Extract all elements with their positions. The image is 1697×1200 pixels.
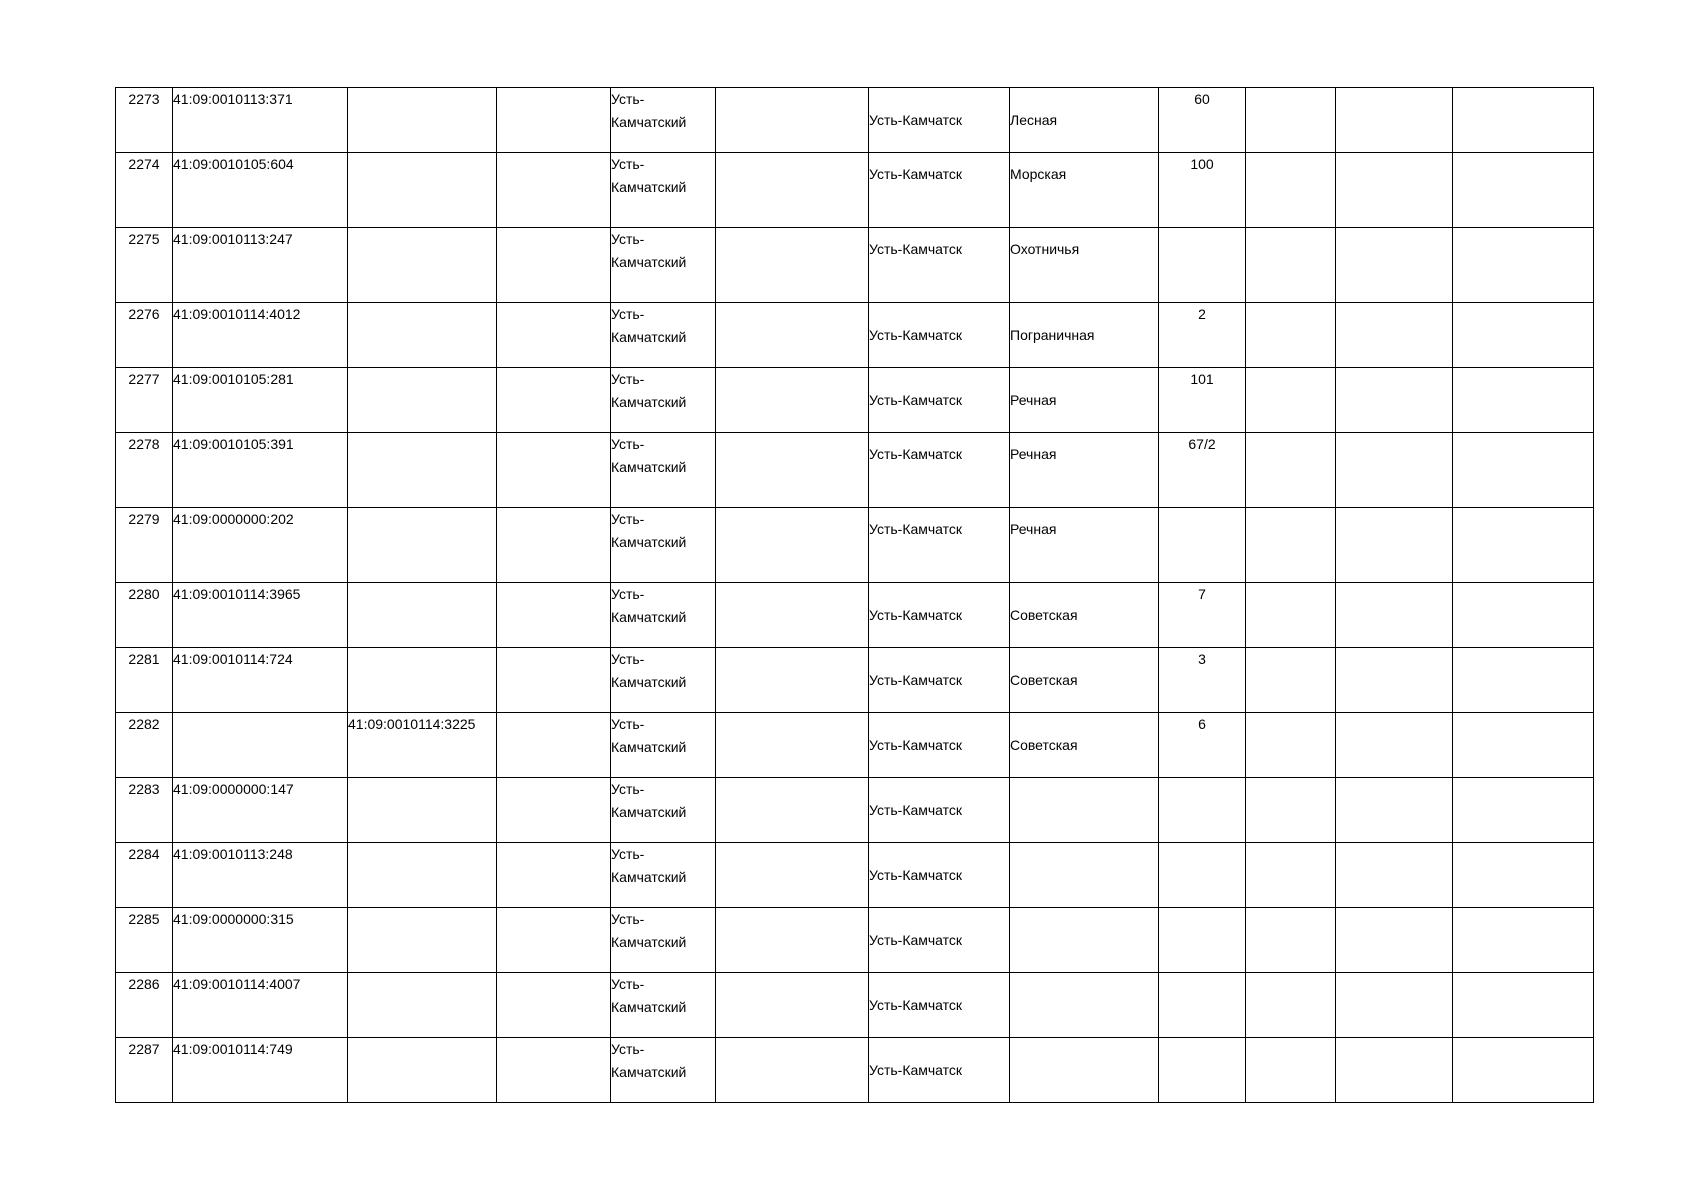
house-number-cell: 101	[1159, 368, 1246, 433]
locality-cell: Усть-Камчатск	[869, 583, 1010, 648]
cadastral-number-alt-cell	[348, 88, 497, 153]
district-line: Усть-	[611, 1041, 645, 1057]
district-line: Усть-	[611, 976, 645, 992]
district-line: Камчатский	[611, 999, 687, 1015]
district-line: Камчатский	[611, 114, 687, 130]
empty-cell	[1453, 648, 1594, 713]
house-number-cell: 2	[1159, 303, 1246, 368]
house-number-cell	[1159, 973, 1246, 1038]
district-line: Усть-	[611, 781, 645, 797]
row-number-cell: 2276	[116, 303, 173, 368]
district-cell	[611, 583, 716, 648]
empty-cell	[1336, 648, 1453, 713]
locality-cell: Усть-Камчатск	[869, 778, 1010, 843]
empty-cell	[1336, 713, 1453, 778]
district-cell	[611, 973, 716, 1038]
cadastral-number-alt-cell	[348, 508, 497, 583]
cadastral-number-alt-cell	[348, 843, 497, 908]
empty-cell	[716, 648, 869, 713]
row-number-cell: 2273	[116, 88, 173, 153]
empty-cell	[1453, 88, 1594, 153]
cadastral-number-cell: 41:09:0010114:749	[173, 1038, 348, 1103]
cadastral-number-cell	[173, 713, 348, 778]
cadastral-number-alt-cell	[348, 583, 497, 648]
house-number-cell: 100	[1159, 153, 1246, 228]
empty-cell	[716, 303, 869, 368]
district-line: Усть-	[611, 586, 645, 602]
empty-cell	[1453, 583, 1594, 648]
cadastral-number-alt-cell	[348, 303, 497, 368]
cadastral-number-alt-cell	[348, 648, 497, 713]
empty-cell	[716, 368, 869, 433]
district-line: Усть-	[611, 511, 645, 527]
street-cell	[1010, 908, 1159, 973]
table-row	[116, 153, 1594, 228]
house-number-cell: 6	[1159, 713, 1246, 778]
table-body	[116, 88, 1594, 1103]
table-row	[116, 583, 1594, 648]
empty-cell	[497, 778, 611, 843]
cadastral-number-cell: 41:09:0010105:391	[173, 433, 348, 508]
locality-cell: Усть-Камчатск	[869, 433, 1010, 508]
empty-cell	[497, 368, 611, 433]
empty-cell	[1453, 433, 1594, 508]
empty-cell	[716, 433, 869, 508]
locality-cell: Усть-Камчатск	[869, 908, 1010, 973]
empty-cell	[1246, 713, 1336, 778]
empty-cell	[1246, 778, 1336, 843]
empty-cell	[716, 973, 869, 1038]
district-line: Усть-	[611, 91, 645, 107]
empty-cell	[1336, 973, 1453, 1038]
district-line: Камчатский	[611, 934, 687, 950]
district-line: Камчатский	[611, 739, 687, 755]
district-line: Усть-	[611, 371, 645, 387]
locality-cell: Усть-Камчатск	[869, 508, 1010, 583]
empty-cell	[1336, 583, 1453, 648]
empty-cell	[1336, 1038, 1453, 1103]
locality-cell: Усть-Камчатск	[869, 713, 1010, 778]
district-cell	[611, 433, 716, 508]
district-line: Камчатский	[611, 1064, 687, 1080]
district-line: Камчатский	[611, 609, 687, 625]
district-line: Камчатский	[611, 534, 687, 550]
locality-cell: Усть-Камчатск	[869, 648, 1010, 713]
row-number-cell: 2283	[116, 778, 173, 843]
empty-cell	[497, 433, 611, 508]
district-line: Усть-	[611, 651, 645, 667]
empty-cell	[1246, 88, 1336, 153]
cadastral-number-cell: 41:09:0010113:247	[173, 228, 348, 303]
cadastral-number-alt-cell	[348, 908, 497, 973]
empty-cell	[1453, 713, 1594, 778]
district-cell	[611, 88, 716, 153]
empty-cell	[716, 153, 869, 228]
empty-cell	[1453, 508, 1594, 583]
locality-cell: Усть-Камчатск	[869, 303, 1010, 368]
empty-cell	[1246, 228, 1336, 303]
empty-cell	[1336, 778, 1453, 843]
district-cell	[611, 648, 716, 713]
empty-cell	[716, 88, 869, 153]
street-cell: Морская	[1010, 153, 1159, 228]
table-row	[116, 303, 1594, 368]
empty-cell	[1246, 433, 1336, 508]
district-line: Камчатский	[611, 804, 687, 820]
cadastral-number-alt-cell	[348, 228, 497, 303]
empty-cell	[716, 908, 869, 973]
empty-cell	[716, 583, 869, 648]
table-row	[116, 1038, 1594, 1103]
row-number-cell: 2279	[116, 508, 173, 583]
district-cell	[611, 1038, 716, 1103]
empty-cell	[1336, 88, 1453, 153]
house-number-cell	[1159, 508, 1246, 583]
empty-cell	[1246, 368, 1336, 433]
empty-cell	[1336, 908, 1453, 973]
row-number-cell: 2284	[116, 843, 173, 908]
house-number-cell: 60	[1159, 88, 1246, 153]
locality-cell: Усть-Камчатск	[869, 228, 1010, 303]
district-cell	[611, 713, 716, 778]
cadastral-number-alt-cell: 41:09:0010114:3225	[348, 713, 497, 778]
district-line: Усть-	[611, 231, 645, 247]
row-number-cell: 2275	[116, 228, 173, 303]
table-row	[116, 648, 1594, 713]
cadastral-number-cell: 41:09:0010114:4012	[173, 303, 348, 368]
street-cell: Речная	[1010, 433, 1159, 508]
table-row	[116, 228, 1594, 303]
empty-cell	[1453, 778, 1594, 843]
district-line: Усть-	[611, 306, 645, 322]
table-row	[116, 433, 1594, 508]
house-number-cell	[1159, 908, 1246, 973]
table-row	[116, 843, 1594, 908]
row-number-cell: 2278	[116, 433, 173, 508]
empty-cell	[1453, 843, 1594, 908]
cadastral-number-cell: 41:09:0010114:3965	[173, 583, 348, 648]
house-number-cell	[1159, 778, 1246, 843]
cadastral-number-alt-cell	[348, 433, 497, 508]
cadastral-number-alt-cell	[348, 778, 497, 843]
district-cell	[611, 153, 716, 228]
row-number-cell: 2286	[116, 973, 173, 1038]
empty-cell	[497, 88, 611, 153]
district-cell	[611, 843, 716, 908]
cadastral-number-alt-cell	[348, 368, 497, 433]
empty-cell	[1453, 1038, 1594, 1103]
empty-cell	[497, 973, 611, 1038]
district-line: Камчатский	[611, 674, 687, 690]
row-number-cell: 2277	[116, 368, 173, 433]
cadastral-number-cell: 41:09:0010113:371	[173, 88, 348, 153]
district-line: Усть-	[611, 911, 645, 927]
empty-cell	[1453, 973, 1594, 1038]
row-number-cell: 2281	[116, 648, 173, 713]
empty-cell	[1453, 368, 1594, 433]
cadastral-number-alt-cell	[348, 153, 497, 228]
empty-cell	[497, 1038, 611, 1103]
street-cell: Советская	[1010, 648, 1159, 713]
empty-cell	[1336, 228, 1453, 303]
empty-cell	[1336, 508, 1453, 583]
empty-cell	[1453, 153, 1594, 228]
table-row	[116, 908, 1594, 973]
empty-cell	[497, 508, 611, 583]
locality-cell: Усть-Камчатск	[869, 973, 1010, 1038]
street-cell: Речная	[1010, 508, 1159, 583]
empty-cell	[497, 228, 611, 303]
house-number-cell: 7	[1159, 583, 1246, 648]
empty-cell	[1246, 843, 1336, 908]
street-cell	[1010, 778, 1159, 843]
empty-cell	[1246, 908, 1336, 973]
table-row	[116, 778, 1594, 843]
cadastral-number-cell: 41:09:0010105:281	[173, 368, 348, 433]
district-line: Камчатский	[611, 869, 687, 885]
empty-cell	[1336, 433, 1453, 508]
empty-cell	[497, 908, 611, 973]
cadastral-number-alt-cell	[348, 973, 497, 1038]
cadastral-number-cell: 41:09:0010113:248	[173, 843, 348, 908]
district-cell	[611, 303, 716, 368]
empty-cell	[1336, 303, 1453, 368]
locality-cell: Усть-Камчатск	[869, 88, 1010, 153]
empty-cell	[716, 1038, 869, 1103]
empty-cell	[497, 583, 611, 648]
street-cell: Охотничья	[1010, 228, 1159, 303]
empty-cell	[1246, 648, 1336, 713]
locality-cell: Усть-Камчатск	[869, 1038, 1010, 1103]
cadastral-number-cell: 41:09:0010114:4007	[173, 973, 348, 1038]
district-line: Камчатский	[611, 394, 687, 410]
empty-cell	[1246, 508, 1336, 583]
table-row	[116, 713, 1594, 778]
empty-cell	[1246, 1038, 1336, 1103]
street-cell	[1010, 1038, 1159, 1103]
district-cell	[611, 508, 716, 583]
empty-cell	[497, 843, 611, 908]
empty-cell	[1336, 368, 1453, 433]
locality-cell: Усть-Камчатск	[869, 843, 1010, 908]
street-cell: Советская	[1010, 583, 1159, 648]
house-number-cell: 3	[1159, 648, 1246, 713]
street-cell: Лесная	[1010, 88, 1159, 153]
district-line: Камчатский	[611, 459, 687, 475]
district-line: Усть-	[611, 716, 645, 732]
table-row	[116, 88, 1594, 153]
street-cell	[1010, 973, 1159, 1038]
empty-cell	[1336, 843, 1453, 908]
empty-cell	[1336, 153, 1453, 228]
street-cell: Пограничная	[1010, 303, 1159, 368]
table-row	[116, 973, 1594, 1038]
empty-cell	[716, 713, 869, 778]
district-cell	[611, 228, 716, 303]
district-cell	[611, 908, 716, 973]
locality-cell: Усть-Камчатск	[869, 153, 1010, 228]
house-number-cell: 67/2	[1159, 433, 1246, 508]
cadastral-number-alt-cell	[348, 1038, 497, 1103]
district-line: Усть-	[611, 156, 645, 172]
empty-cell	[1453, 303, 1594, 368]
empty-cell	[1453, 228, 1594, 303]
empty-cell	[716, 228, 869, 303]
empty-cell	[716, 778, 869, 843]
locality-cell: Усть-Камчатск	[869, 368, 1010, 433]
cadastral-number-cell: 41:09:0000000:202	[173, 508, 348, 583]
empty-cell	[1246, 303, 1336, 368]
house-number-cell	[1159, 228, 1246, 303]
house-number-cell	[1159, 1038, 1246, 1103]
empty-cell	[1246, 583, 1336, 648]
empty-cell	[497, 153, 611, 228]
empty-cell	[1246, 973, 1336, 1038]
district-line: Камчатский	[611, 254, 687, 270]
street-cell: Речная	[1010, 368, 1159, 433]
registry-table	[115, 87, 1594, 1103]
row-number-cell: 2285	[116, 908, 173, 973]
empty-cell	[497, 303, 611, 368]
district-cell	[611, 778, 716, 843]
empty-cell	[716, 508, 869, 583]
table-row	[116, 508, 1594, 583]
district-cell	[611, 368, 716, 433]
empty-cell	[1453, 908, 1594, 973]
empty-cell	[497, 648, 611, 713]
cadastral-number-cell: 41:09:0010114:724	[173, 648, 348, 713]
row-number-cell: 2280	[116, 583, 173, 648]
empty-cell	[1246, 153, 1336, 228]
cadastral-number-cell: 41:09:0010105:604	[173, 153, 348, 228]
row-number-cell: 2282	[116, 713, 173, 778]
empty-cell	[716, 843, 869, 908]
district-line: Усть-	[611, 436, 645, 452]
row-number-cell: 2287	[116, 1038, 173, 1103]
district-line: Усть-	[611, 846, 645, 862]
row-number-cell: 2274	[116, 153, 173, 228]
empty-cell	[497, 713, 611, 778]
street-cell	[1010, 843, 1159, 908]
cadastral-number-cell: 41:09:0000000:147	[173, 778, 348, 843]
table-row	[116, 368, 1594, 433]
district-line: Камчатский	[611, 329, 687, 345]
cadastral-number-cell: 41:09:0000000:315	[173, 908, 348, 973]
street-cell: Советская	[1010, 713, 1159, 778]
district-line: Камчатский	[611, 179, 687, 195]
house-number-cell	[1159, 843, 1246, 908]
